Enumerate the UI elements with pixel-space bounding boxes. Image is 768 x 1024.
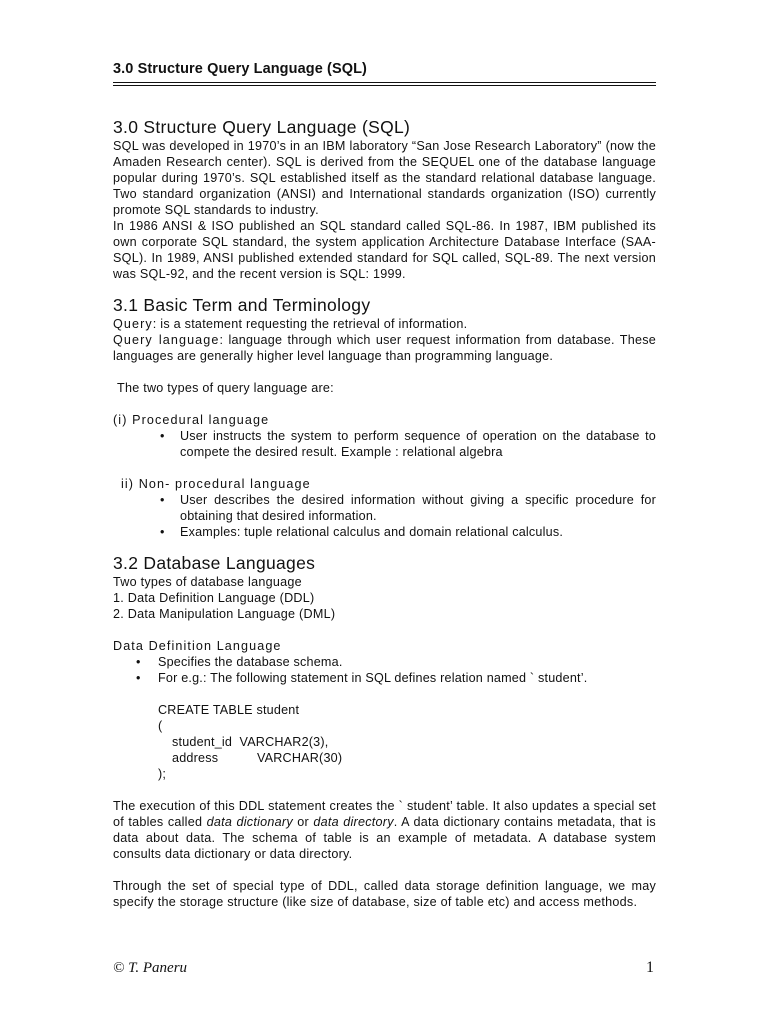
page-content (113, 116, 656, 910)
list-item: • Specifies the database schema. (136, 655, 343, 669)
bullet-icon: • (136, 655, 141, 669)
procedural-list (113, 428, 656, 460)
sql-code-block (113, 702, 656, 782)
procedural-language-label: (i) Procedural language (113, 413, 270, 427)
term-query: Query (113, 317, 153, 331)
paragraph-storage-definition: Through the set of special type of DDL, called data storage definition language, we may specify the storage structure (like size of database, size of table etc) and access methods. (113, 879, 656, 909)
db-language-item-dml: 2. Data Manipulation Language (DML) (113, 607, 336, 621)
query-types-intro: The two types of query language are: (117, 381, 334, 395)
term-data-directory: data directory (313, 815, 394, 829)
section-heading-3-1: 3.1 Basic Term and Terminology (113, 295, 371, 315)
list-item: • User describes the desired information without giving a specific procedure for obtaining that desired information. (160, 493, 656, 523)
footer-author: © T. Paneru (113, 960, 188, 976)
paragraph-ddl-execution: The execution of this DDL statement creates the ` student’ table. It also updates a special set of tables called data dictionary or data directory. A data dictionary contains metadata, that is data about data. The schema of table is an example of metadata. A database system consults data dictionary or data directory. (113, 799, 656, 861)
definition-query-text: : is a statement requesting the retrieval of information. (152, 317, 468, 331)
header-rule-thin (113, 85, 656, 86)
code-line: CREATE TABLE student (158, 703, 300, 717)
running-header-title: 3.0 Structure Query Language (SQL) (113, 61, 367, 77)
nonprocedural-language-label: ii) Non- procedural language (121, 477, 311, 491)
bullet-icon: • (160, 493, 165, 507)
paragraph-sql-history: SQL was developed in 1970’s in an IBM laboratory “San Jose Research Laboratory” (now the Amaden Research center). SQL is derived from the SEQUEL one of the database language popular during 1970’s. SQL established itself as the standard relational database language. Two standard organization (ANSI) and International standards organization (ISO) currently promote SQL standards to industry. (113, 139, 656, 217)
list-item: • For e.g.: The following statement in SQL defines relation named ` student’. (136, 671, 588, 685)
bullet-icon: • (160, 429, 165, 443)
bullet-icon: • (136, 671, 141, 685)
header-rule-thick (113, 82, 656, 83)
code-line: ( (158, 719, 163, 733)
nonprocedural-list (113, 492, 656, 540)
list-item: • Examples: tuple relational calculus and domain relational calculus. (160, 525, 564, 539)
term-data-dictionary: data dictionary (206, 815, 293, 829)
term-query-language: Query language (113, 333, 220, 347)
bullet-icon: • (160, 525, 165, 539)
definition-query-language (113, 332, 656, 364)
section-heading-3-2: 3.2 Database Languages (113, 553, 316, 573)
code-line: address VARCHAR(30) (172, 751, 343, 765)
db-language-item-ddl: 1. Data Definition Language (DDL) (113, 591, 315, 605)
code-line: ); (158, 767, 167, 781)
section-heading-3-0: 3.0 Structure Query Language (SQL) (113, 117, 411, 137)
definition-query (113, 316, 656, 332)
code-line: student_id VARCHAR2(3), (172, 735, 329, 749)
footer-page-number: 1 (646, 959, 654, 976)
db-language-types-line: Two types of database language (113, 575, 302, 589)
definition-query-language-text: : language through which user request information from database. These languages are generally higher level language than programming language. (113, 333, 657, 363)
list-item: • User instructs the system to perform sequence of operation on the database to compete the desired result. Example : relational algebra (160, 429, 656, 459)
paragraph-sql-standards: In 1986 ANSI & ISO published an SQL standard called SQL-86. In 1987, IBM published its own corporate SQL standard, the system application Architecture Database Interface (SAA-SQL). In 1989, ANSI published extended standard for SQL called, SQL-89. The next version was SQL-92, and the recent version is SQL: 1999. (113, 219, 656, 281)
ddl-list (113, 654, 656, 686)
ddl-label: Data Definition Language (113, 639, 282, 653)
